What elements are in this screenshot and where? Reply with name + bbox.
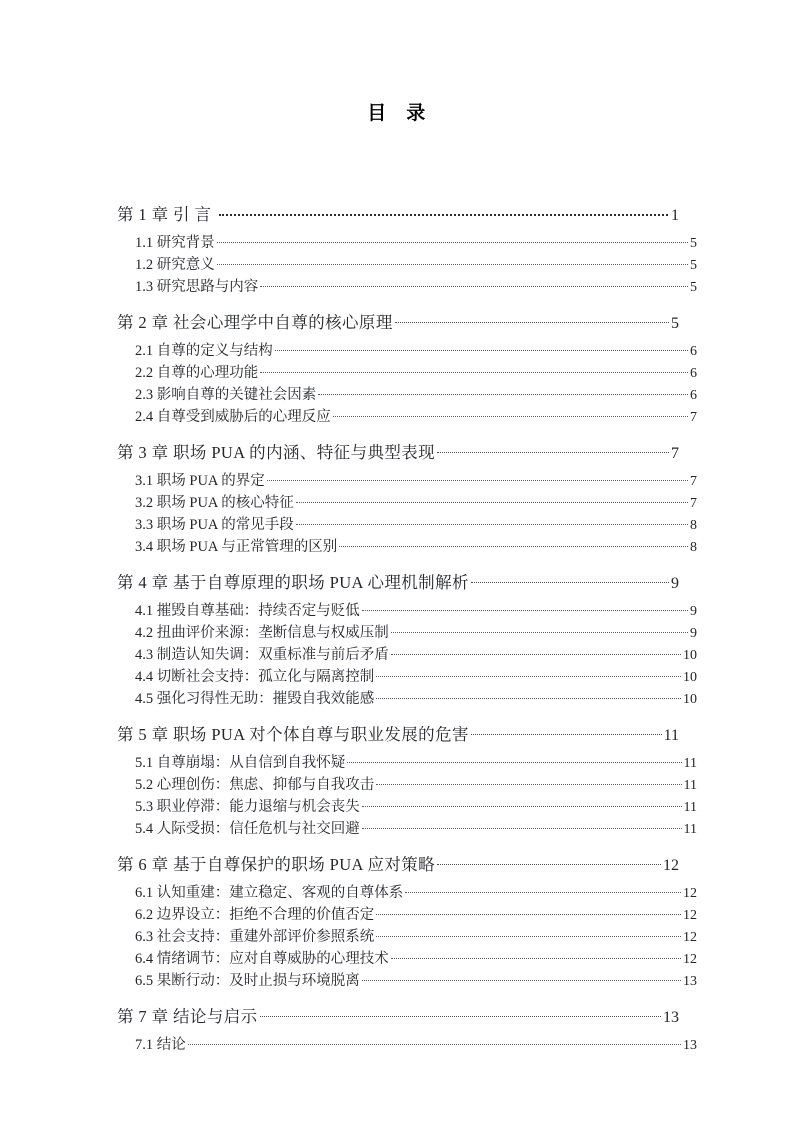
toc-page-number: 11 <box>683 755 697 771</box>
toc-entry-label: 5.1 自尊崩塌：从自信到自我怀疑 <box>135 754 346 771</box>
toc-page-number: 7 <box>690 495 697 511</box>
toc-chapter-entry[interactable] <box>117 851 679 879</box>
toc-section-entry[interactable] <box>135 340 697 362</box>
toc-section-entry[interactable] <box>135 362 697 384</box>
toc-entry-label: 4.1 摧毁自尊基础：持续否定与贬低 <box>135 602 360 619</box>
toc-page-number: 12 <box>683 907 697 923</box>
toc-dot-leader <box>296 492 688 507</box>
toc-dot-leader <box>391 948 681 963</box>
toc-entry-label: 4.5 强化习得性无助：摧毁自我效能感 <box>135 690 375 707</box>
toc-dot-leader <box>219 204 668 221</box>
toc-entry-label: 第 1 章 引 言 <box>117 205 212 224</box>
toc-page-number: 9 <box>671 575 679 592</box>
toc-dot-leader <box>437 854 661 871</box>
toc-section-entry[interactable] <box>135 514 697 536</box>
toc-dot-leader <box>376 926 681 941</box>
toc-dot-leader <box>275 340 688 355</box>
toc-page-number: 5 <box>690 235 697 251</box>
toc-chapter-entry[interactable] <box>117 201 679 229</box>
toc-entry-label: 4.2 扭曲评价来源：垄断信息与权威压制 <box>135 624 389 641</box>
toc-page-number: 13 <box>663 1009 679 1026</box>
toc-page-number: 10 <box>683 647 697 663</box>
toc-dot-leader <box>318 384 688 399</box>
toc-page-number: 11 <box>683 821 697 837</box>
toc-dot-leader <box>362 600 688 615</box>
toc-page-number: 13 <box>683 973 697 989</box>
toc-page-number: 7 <box>690 409 697 425</box>
toc-dot-leader <box>296 514 688 529</box>
toc-page-number: 7 <box>690 473 697 489</box>
toc-page-number: 8 <box>690 539 697 555</box>
toc-page-number: 5 <box>671 315 679 332</box>
toc-entry-label: 3.1 职场 PUA 的界定 <box>135 472 265 489</box>
toc-entry-label: 2.3 影响自尊的关键社会因素 <box>135 386 317 403</box>
toc-entry-label: 6.5 果断行动：及时止损与环境脱离 <box>135 972 360 989</box>
toc-section-entry[interactable] <box>135 1034 697 1056</box>
toc-dot-leader <box>362 818 682 833</box>
toc-dot-leader <box>376 904 681 919</box>
toc-page-number: 12 <box>683 951 697 967</box>
toc-page-number: 11 <box>663 727 679 744</box>
toc-chapter-entry[interactable] <box>117 439 679 467</box>
toc-section-entry[interactable] <box>135 600 697 622</box>
toc-section-entry[interactable] <box>135 406 697 428</box>
toc-entry-label: 5.2 心理创伤：焦虑、抑郁与自我攻击 <box>135 776 375 793</box>
toc-entry-label: 2.1 自尊的定义与结构 <box>135 342 273 359</box>
toc-dot-leader <box>391 644 681 659</box>
toc-page-number: 11 <box>683 799 697 815</box>
toc-page-number: 5 <box>690 279 697 295</box>
toc-dot-leader <box>405 882 681 897</box>
toc-dot-leader <box>471 572 669 589</box>
toc-entry-label: 4.3 制造认知失调：双重标准与前后矛盾 <box>135 646 389 663</box>
toc-section-entry[interactable] <box>135 882 697 904</box>
toc-dot-leader <box>362 970 681 985</box>
toc-entry-label: 4.4 切断社会支持：孤立化与隔离控制 <box>135 668 375 685</box>
toc-entry-label: 7.1 结论 <box>135 1036 186 1053</box>
toc-chapter-entry[interactable] <box>117 569 679 597</box>
toc-dot-leader <box>188 1034 681 1049</box>
toc-entry-label: 第 3 章 职场 PUA 的内涵、特征与典型表现 <box>117 443 436 462</box>
toc-section-entry[interactable] <box>135 970 697 992</box>
toc-section-entry[interactable] <box>135 926 697 948</box>
toc-page-number: 12 <box>663 857 679 874</box>
toc-section-entry[interactable] <box>135 774 697 796</box>
toc-section-entry[interactable] <box>135 904 697 926</box>
toc-page-number: 5 <box>690 257 697 273</box>
toc-entry-label: 6.1 认知重建：建立稳定、客观的自尊体系 <box>135 884 404 901</box>
toc-section-entry[interactable] <box>135 666 697 688</box>
toc-dot-leader <box>217 254 688 269</box>
toc-dot-leader <box>376 666 681 681</box>
toc-page-number: 6 <box>690 387 697 403</box>
toc-chapter-entry[interactable] <box>117 721 679 749</box>
table-of-contents <box>117 190 697 1056</box>
toc-entry-label: 1.3 研究思路与内容 <box>135 278 259 295</box>
toc-entry-label: 1.1 研究背景 <box>135 234 215 251</box>
toc-section-entry[interactable] <box>135 384 697 406</box>
page-title: 目 录 <box>367 103 426 124</box>
toc-section-entry[interactable] <box>135 536 697 558</box>
toc-page-number: 6 <box>690 343 697 359</box>
toc-section-entry[interactable] <box>135 688 697 710</box>
toc-dot-leader <box>471 724 662 741</box>
toc-page-number: 9 <box>690 625 697 641</box>
toc-page-number: 9 <box>690 603 697 619</box>
toc-page-number: 8 <box>690 517 697 533</box>
toc-page-number: 10 <box>683 691 697 707</box>
toc-section-entry[interactable] <box>135 796 697 818</box>
toc-entry-label: 6.2 边界设立：拒绝不合理的价值否定 <box>135 906 375 923</box>
toc-dot-leader <box>391 622 688 637</box>
toc-entry-label: 5.4 人际受损：信任危机与社交回避 <box>135 820 360 837</box>
toc-section-entry[interactable] <box>135 752 697 774</box>
toc-page-number: 12 <box>683 885 697 901</box>
toc-dot-leader <box>347 752 681 767</box>
toc-entry-label: 第 7 章 结论与启示 <box>117 1007 258 1026</box>
toc-dot-leader <box>333 406 688 421</box>
toc-dot-leader <box>267 470 688 485</box>
toc-section-entry[interactable] <box>135 470 697 492</box>
toc-entry-label: 1.2 研究意义 <box>135 256 215 273</box>
toc-page-number: 12 <box>683 929 697 945</box>
toc-entry-label: 6.4 情绪调节：应对自尊威胁的心理技术 <box>135 950 389 967</box>
toc-entry-label: 3.3 职场 PUA 的常见手段 <box>135 516 294 533</box>
toc-chapter-entry[interactable] <box>117 309 679 337</box>
toc-entry-label: 3.4 职场 PUA 与正常管理的区别 <box>135 538 338 555</box>
toc-section-entry[interactable] <box>135 644 697 666</box>
toc-entry-label: 3.2 职场 PUA 的核心特征 <box>135 494 294 511</box>
toc-dot-leader <box>260 1006 661 1023</box>
toc-dot-leader <box>437 442 669 459</box>
toc-section-entry[interactable] <box>135 818 697 840</box>
toc-page-number: 10 <box>683 669 697 685</box>
toc-dot-leader <box>395 312 669 329</box>
toc-entry-label: 2.2 自尊的心理功能 <box>135 364 259 381</box>
toc-entry-label: 第 6 章 基于自尊保护的职场 PUA 应对策略 <box>117 855 436 874</box>
toc-section-entry[interactable] <box>135 622 697 644</box>
toc-section-entry[interactable] <box>135 948 697 970</box>
toc-dot-leader <box>339 536 688 551</box>
toc-dot-leader <box>362 796 682 811</box>
toc-entry-label: 6.3 社会支持：重建外部评价参照系统 <box>135 928 375 945</box>
toc-page-number: 1 <box>671 207 679 224</box>
toc-section-entry[interactable] <box>135 492 697 514</box>
toc-section-entry[interactable] <box>135 232 697 254</box>
toc-dot-leader <box>376 774 681 789</box>
toc-chapter-entry[interactable] <box>117 1003 679 1031</box>
toc-entry-label: 第 4 章 基于自尊原理的职场 PUA 心理机制解析 <box>117 573 469 592</box>
toc-page-number: 13 <box>683 1037 697 1053</box>
toc-dot-leader <box>260 276 688 291</box>
toc-entry-label: 第 5 章 职场 PUA 对个体自尊与职业发展的危害 <box>117 725 469 744</box>
toc-dot-leader <box>376 688 681 703</box>
toc-dot-leader <box>260 362 688 377</box>
toc-entry-label: 5.3 职业停滞：能力退缩与机会丧失 <box>135 798 360 815</box>
toc-page-number: 11 <box>683 777 697 793</box>
toc-section-entry[interactable] <box>135 254 697 276</box>
toc-page-number: 7 <box>671 445 679 462</box>
toc-entry-label: 2.4 自尊受到威胁后的心理反应 <box>135 408 331 425</box>
toc-dot-leader <box>217 232 688 247</box>
toc-page-number: 6 <box>690 365 697 381</box>
toc-entry-label: 第 2 章 社会心理学中自尊的核心原理 <box>117 313 393 332</box>
toc-section-entry[interactable] <box>135 276 697 298</box>
